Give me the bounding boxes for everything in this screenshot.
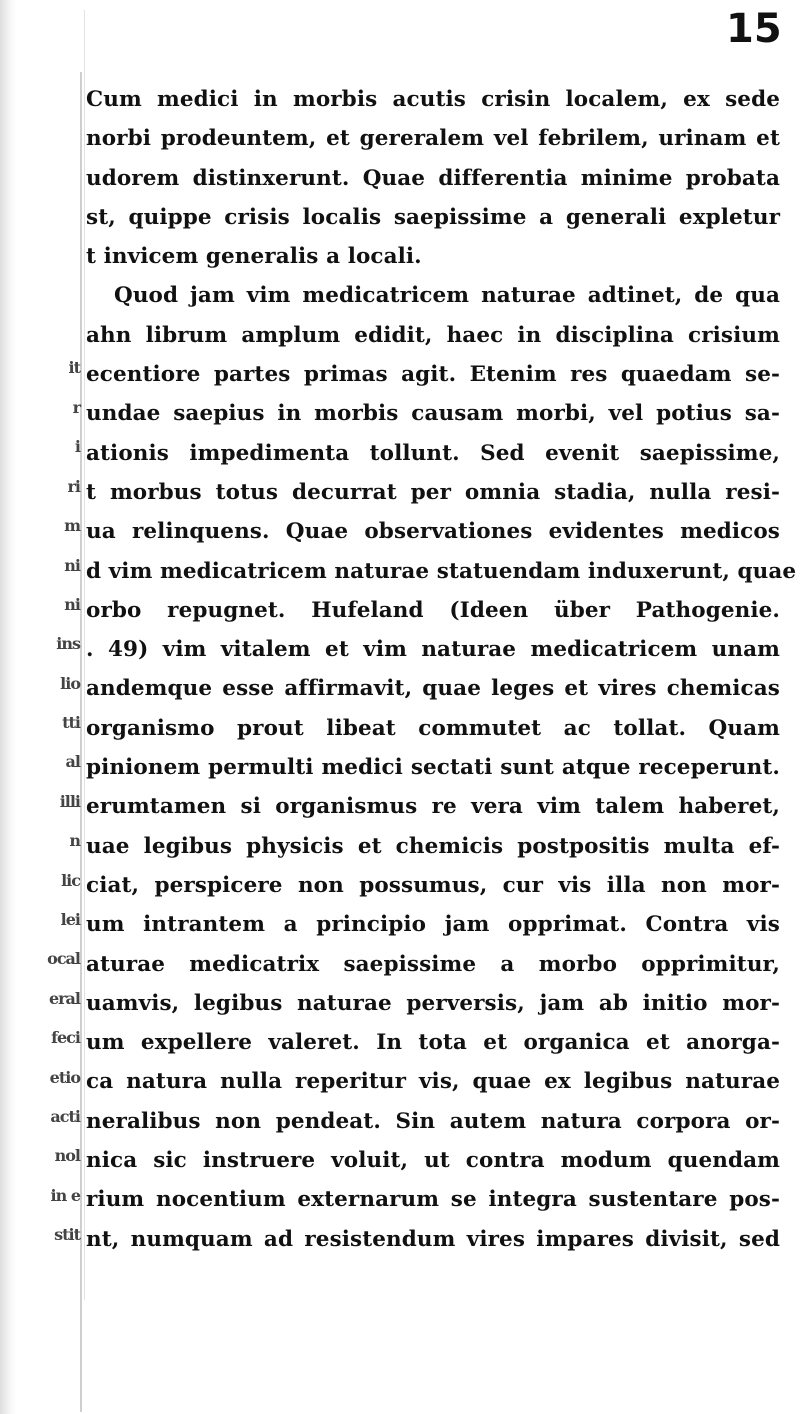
bleed-fragment: lic bbox=[61, 871, 80, 890]
text-line: norbi prodeuntem, et gereralem vel febrilem, urinam et bbox=[86, 126, 780, 152]
text-line: orbo repugnet. Hufeland (Ideen über Pathogenie. bbox=[86, 597, 780, 623]
bleed-fragment: in e bbox=[50, 1186, 80, 1205]
bleed-fragment: it bbox=[68, 358, 80, 377]
bleed-fragment: lio bbox=[60, 674, 80, 693]
text-line: nica sic instruere voluit, ut contra modum quendam bbox=[86, 1148, 780, 1174]
text-line: udorem distinxerunt. Quae differentia minime probata bbox=[86, 165, 780, 191]
text-line: ua relinquens. Quae observationes evidentes medicos bbox=[86, 519, 780, 545]
text-line: d vim medicatricem naturae statuendam induxerunt, quae bbox=[86, 558, 797, 584]
bleed-fragment: acti bbox=[50, 1107, 80, 1126]
text-line: t invicem generalis a locali. bbox=[86, 244, 422, 270]
bleed-fragment: al bbox=[65, 752, 80, 771]
text-line: rium nocentium externarum se integra sustentare pos- bbox=[86, 1187, 780, 1213]
bleed-fragment: ri bbox=[67, 477, 80, 496]
bleed-fragment: etio bbox=[49, 1068, 80, 1087]
text-line: st, quippe crisis localis saepissime a generali expletur bbox=[86, 204, 780, 230]
page-number: 15 bbox=[726, 6, 782, 52]
text-line: ecentiore partes primas agit. Etenim res quaedam se- bbox=[86, 362, 780, 388]
facing-page-bleed bbox=[4, 0, 80, 1414]
text-line: organismo prout libeat commutet ac tollat. Quam bbox=[86, 715, 780, 741]
page-fold-line bbox=[80, 72, 82, 1412]
bleed-fragment: n bbox=[69, 831, 80, 850]
text-line: um intrantem a principio jam opprimat. Contra vis bbox=[86, 912, 780, 938]
text-line: ahn librum amplum edidit, haec in disciplina crisium bbox=[86, 322, 780, 348]
text-line: pinionem permulti medici sectati sunt atque receperunt. bbox=[86, 755, 780, 781]
bleed-fragment: illi bbox=[59, 792, 80, 811]
text-line: nt, numquam ad resistendum vires impares divisit, sed bbox=[86, 1226, 780, 1252]
bleed-fragment: lei bbox=[60, 910, 80, 929]
bleed-fragment: ins bbox=[56, 634, 80, 653]
text-line: neralibus non pendeat. Sin autem natura corpora or- bbox=[86, 1108, 780, 1134]
bleed-fragment: i bbox=[74, 437, 80, 456]
text-line: Cum medici in morbis acutis crisin localem, ex sede bbox=[86, 87, 780, 112]
text-line: uamvis, legibus naturae perversis, jam ab initio mor- bbox=[86, 990, 780, 1016]
bleed-fragment: ocal bbox=[47, 949, 80, 968]
text-line: um expellere valeret. In tota et organica et anorga- bbox=[86, 1030, 780, 1056]
text-line: aturae medicatrix saepissime a morbo opprimitur, bbox=[86, 951, 780, 977]
bleed-fragment: nol bbox=[54, 1146, 80, 1165]
bleed-fragment: feci bbox=[51, 1028, 80, 1047]
text-line: Quod jam vim medicatricem naturae adtinet, de qua bbox=[114, 283, 780, 309]
bleed-fragment: ni bbox=[64, 556, 80, 575]
bleed-fragment: ni bbox=[64, 595, 80, 614]
text-line: erumtamen si organismus re vera vim talem haberet, bbox=[86, 794, 780, 820]
bleed-fragment: tti bbox=[62, 713, 80, 732]
text-line: undae saepius in morbis causam morbi, vel potius sa- bbox=[86, 401, 780, 427]
bleed-fragment: eral bbox=[48, 989, 80, 1008]
text-line: ationis impedimenta tollunt. Sed evenit saepissime, bbox=[86, 440, 780, 466]
text-line: uae legibus physicis et chemicis postpositis multa ef- bbox=[86, 833, 780, 859]
text-line: ca natura nulla reperitur vis, quae ex legibus naturae bbox=[86, 1069, 780, 1095]
body-text bbox=[86, 80, 797, 1259]
bleed-fragment: r bbox=[72, 398, 80, 417]
bleed-fragment: stit bbox=[54, 1225, 80, 1244]
page-fold-shadow bbox=[84, 10, 85, 1300]
text-line: andemque esse affirmavit, quae leges et vires chemicas bbox=[86, 676, 780, 702]
text-line: t morbus totus decurrat per omnia stadia, nulla resi- bbox=[86, 479, 780, 505]
text-line: . 49) vim vitalem et vim naturae medicatricem unam bbox=[86, 637, 780, 663]
text-line: ciat, perspicere non possumus, cur vis illa non mor- bbox=[86, 872, 780, 898]
bleed-fragment: m bbox=[64, 516, 80, 535]
